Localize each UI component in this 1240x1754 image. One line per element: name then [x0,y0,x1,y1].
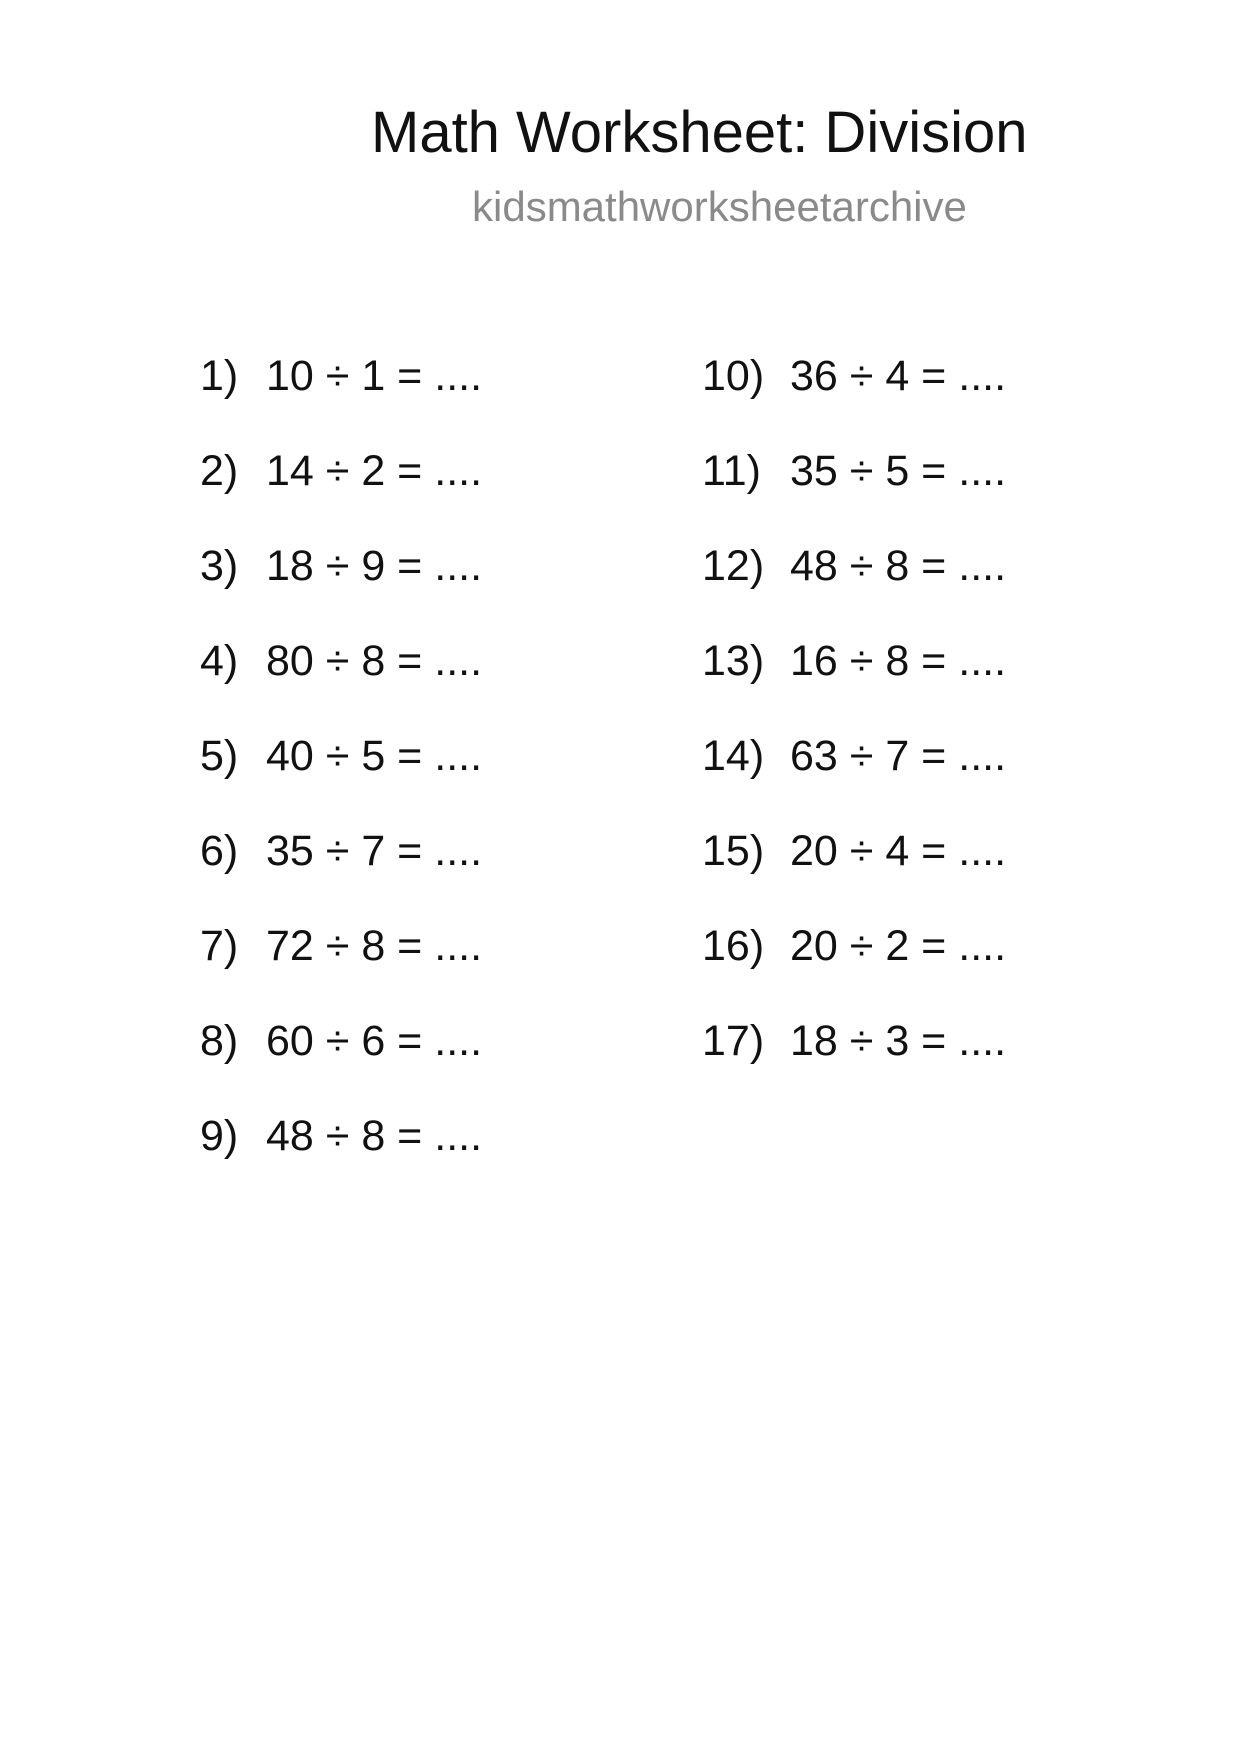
problem-16 [702,920,1006,1015]
problem-expression: 80 ÷ 8 = .... [266,637,483,685]
problem-9 [200,1110,482,1205]
problem-number: 16) [702,922,765,970]
problem-number: 11) [702,447,761,495]
problem-number: 7) [200,922,239,970]
problem-expression: 20 ÷ 4 = .... [790,827,1007,875]
problem-number: 1) [200,352,239,400]
problem-number: 2) [200,447,239,495]
problem-expression: 16 ÷ 8 = .... [790,637,1007,685]
problem-expression: 36 ÷ 4 = .... [790,352,1007,400]
left-problem-column [200,350,482,1205]
problem-number: 13) [702,637,765,685]
problem-1 [200,350,482,445]
problem-number: 17) [702,1017,765,1065]
problem-expression: 35 ÷ 5 = .... [790,447,1007,495]
problem-2 [200,445,482,540]
problem-12 [702,540,1006,635]
problem-number: 5) [200,732,239,780]
problem-4 [200,635,482,730]
problem-expression: 72 ÷ 8 = .... [266,922,483,970]
page-title: Math Worksheet: Division [371,100,1028,165]
problem-8 [200,1015,482,1110]
problem-expression: 48 ÷ 8 = .... [266,1112,483,1160]
problem-number: 15) [702,827,765,875]
problem-number: 4) [200,637,239,685]
problem-15 [702,825,1006,920]
problem-11 [702,445,1006,540]
problem-expression: 60 ÷ 6 = .... [266,1017,483,1065]
problem-expression: 40 ÷ 5 = .... [266,732,483,780]
problem-expression: 14 ÷ 2 = .... [266,447,483,495]
problem-expression: 18 ÷ 9 = .... [266,542,483,590]
problem-3 [200,540,482,635]
problem-expression: 18 ÷ 3 = .... [790,1017,1007,1065]
problem-14 [702,730,1006,825]
problem-number: 8) [200,1017,239,1065]
problem-10 [702,350,1006,445]
problem-expression: 20 ÷ 2 = .... [790,922,1007,970]
problem-number: 9) [200,1112,239,1160]
problem-number: 6) [200,827,239,875]
problem-number: 14) [702,732,765,780]
right-problem-column [702,350,1006,1110]
problem-number: 10) [702,352,765,400]
site-name: kidsmathworksheetarchive [472,183,967,230]
problem-7 [200,920,482,1015]
problem-6 [200,825,482,920]
problem-number: 12) [702,542,765,590]
problem-17 [702,1015,1006,1110]
problem-expression: 63 ÷ 7 = .... [790,732,1007,780]
problem-expression: 48 ÷ 8 = .... [790,542,1007,590]
problem-expression: 10 ÷ 1 = .... [266,352,483,400]
problem-13 [702,635,1006,730]
problem-5 [200,730,482,825]
problem-expression: 35 ÷ 7 = .... [266,827,483,875]
problem-number: 3) [200,542,239,590]
